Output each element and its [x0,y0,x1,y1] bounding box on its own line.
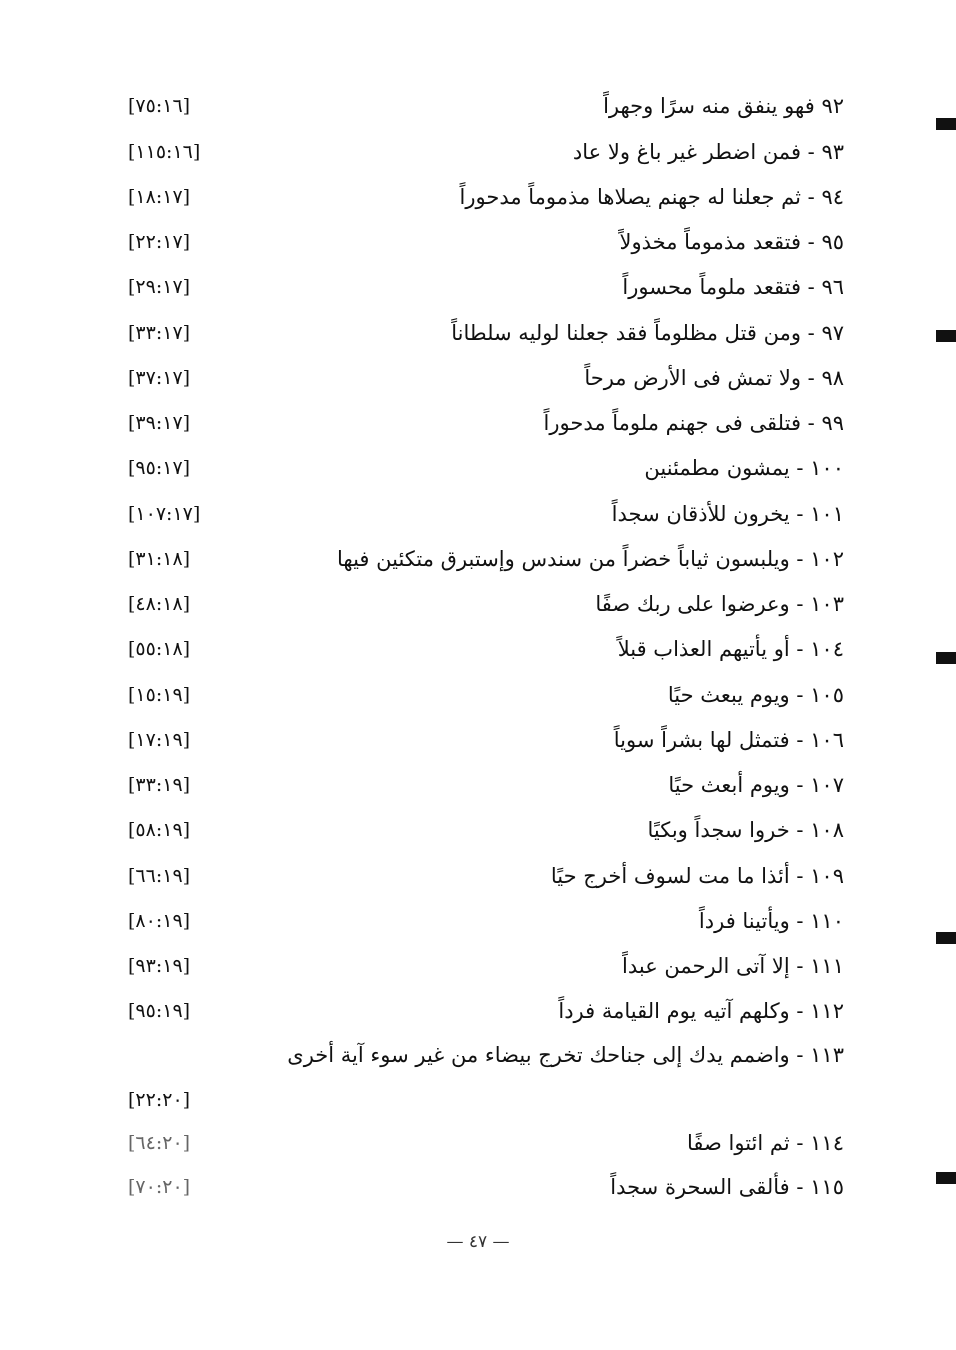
verse-reference: [٣١:١٨] [128,548,191,570]
verse-line [0,675,956,715]
verse-reference: [٩٣:١٩] [128,955,191,977]
verse-line [0,267,956,307]
verse-reference: [٢٢:٢٠] [128,1089,191,1111]
verse-text: ١٠٤ - أو يأتيهم العذاب قبلاً [617,637,844,661]
verse-reference: [٣٣:١٩] [128,774,191,796]
verse-reference: [٣٧:١٧] [128,367,191,389]
verse-line [0,856,956,896]
verse-text: ٩٥ - فتقعد مذموماً مخذولاً [619,230,844,254]
binding-mark [936,932,956,944]
verse-line [0,177,956,217]
verse-text: ١١٤ - ثم ائتوا صفًا [686,1131,844,1155]
verse-reference: [٢٩:١٧] [128,276,191,298]
verse-reference: [١٠٧:١٧] [128,503,201,525]
verse-reference: [٣٩:١٧] [128,412,191,434]
verse-text: ٩٤ - ثم جعلنا له جهنم يصلاها مذموماً مدحوراً [459,185,844,209]
verse-line [0,539,956,579]
verse-line [0,494,956,534]
verse-text: ١٠٥ - ويوم يبعث حيًا [667,683,844,707]
verse-reference: [٧٠:٢٠] [128,1176,191,1198]
verse-line [0,313,956,353]
page-number: — ٤٧ — [446,1232,510,1252]
binding-mark [936,330,956,342]
verse-line [0,448,956,488]
verse-line [0,1167,956,1207]
verse-reference: [٤٨:١٨] [128,593,191,615]
verse-line [0,991,956,1031]
verse-text: ٩٢ فهو ينفق منه سرًا وجهراً [603,94,844,118]
verse-text: ٩٨ - ولا تمش فى الأرض مرحاً [584,366,844,390]
verse-reference: [٧٥:١٦] [128,95,191,117]
verse-reference: [٢٢:١٧] [128,231,191,253]
verse-reference: [٦٤:٢٠] [128,1132,191,1154]
verse-text: ١٠١ - يخرون للأذقان سجداً [611,502,844,526]
verse-line [0,1080,956,1120]
verse-line [0,901,956,941]
verse-reference: [١١٥:١٦] [128,141,201,163]
verse-reference: [٥٨:١٩] [128,819,191,841]
verse-reference: [٣٣:١٧] [128,322,191,344]
verse-line [0,629,956,669]
verse-text: ١٠٩ - أئذا ما مت لسوف أخرج حيًا [550,864,844,888]
verse-text: ١١٠ - ويأتينا فرداً [698,909,844,933]
verse-text: ١٠٦ - فتمثل لها بشراً سوياً [613,728,844,752]
verse-text: ٩٣ - فمن اضطر غير باغ ولا عاد [572,140,844,164]
verse-text: ١٠٣ - وعرضوا على ربك صفًا [595,592,844,616]
verse-line [0,86,956,126]
verse-text: ١١٢ - وكلهم آتيه يوم القيامة فرداً [558,999,844,1023]
verse-text: ١١٥ - فألقى السحرة سجداً [610,1175,844,1199]
verse-line [0,1123,956,1163]
verse-line [0,358,956,398]
verse-text: ١٠٢ - ويلبسون ثياباً خضراً من سندس وإستبرق متكئين فيها [337,547,844,571]
binding-mark [936,1172,956,1184]
verse-line [0,222,956,262]
verse-line [0,403,956,443]
verse-reference: [٦٦:١٩] [128,865,191,887]
verse-text: ١٠٨ - خروا سجداً وبكيًا [647,818,844,842]
verse-text: ١٠٧ - ويوم أبعث حيًا [668,773,844,797]
verse-reference: [١٧:١٩] [128,729,191,751]
verse-text: ٩٧ - ومن قتل مظلوماً فقد جعلنا لوليه سلطاناً [451,321,844,345]
verse-reference: [١٨:١٧] [128,186,191,208]
verse-reference: [٥٥:١٨] [128,638,191,660]
verse-line [0,1035,956,1075]
verse-line [0,132,956,172]
verse-line [0,946,956,986]
verse-text: ٩٦ - فتقعد ملوماً محسوراً [622,275,844,299]
binding-mark [936,652,956,664]
verse-line [0,584,956,624]
verse-reference: [٩٥:١٧] [128,457,191,479]
verse-line [0,720,956,760]
verse-text: ٩٩ - فتلقى فى جهنم ملوماً مدحوراً [543,411,844,435]
binding-mark [936,118,956,130]
verse-text: ١٠٠ - يمشون مطمئنين [644,456,844,480]
verse-line [0,765,956,805]
verse-reference: [٨٠:١٩] [128,910,191,932]
verse-text: ١١١ - إلا آتى الرحمن عبداً [622,954,844,978]
verse-reference: [٩٥:١٩] [128,1000,191,1022]
verse-reference: [١٥:١٩] [128,684,191,706]
verse-line [0,810,956,850]
verse-text: ١١٣ - واضمم يدك إلى جناحك تخرج بيضاء من غير سوء آية أخرى [287,1043,844,1067]
